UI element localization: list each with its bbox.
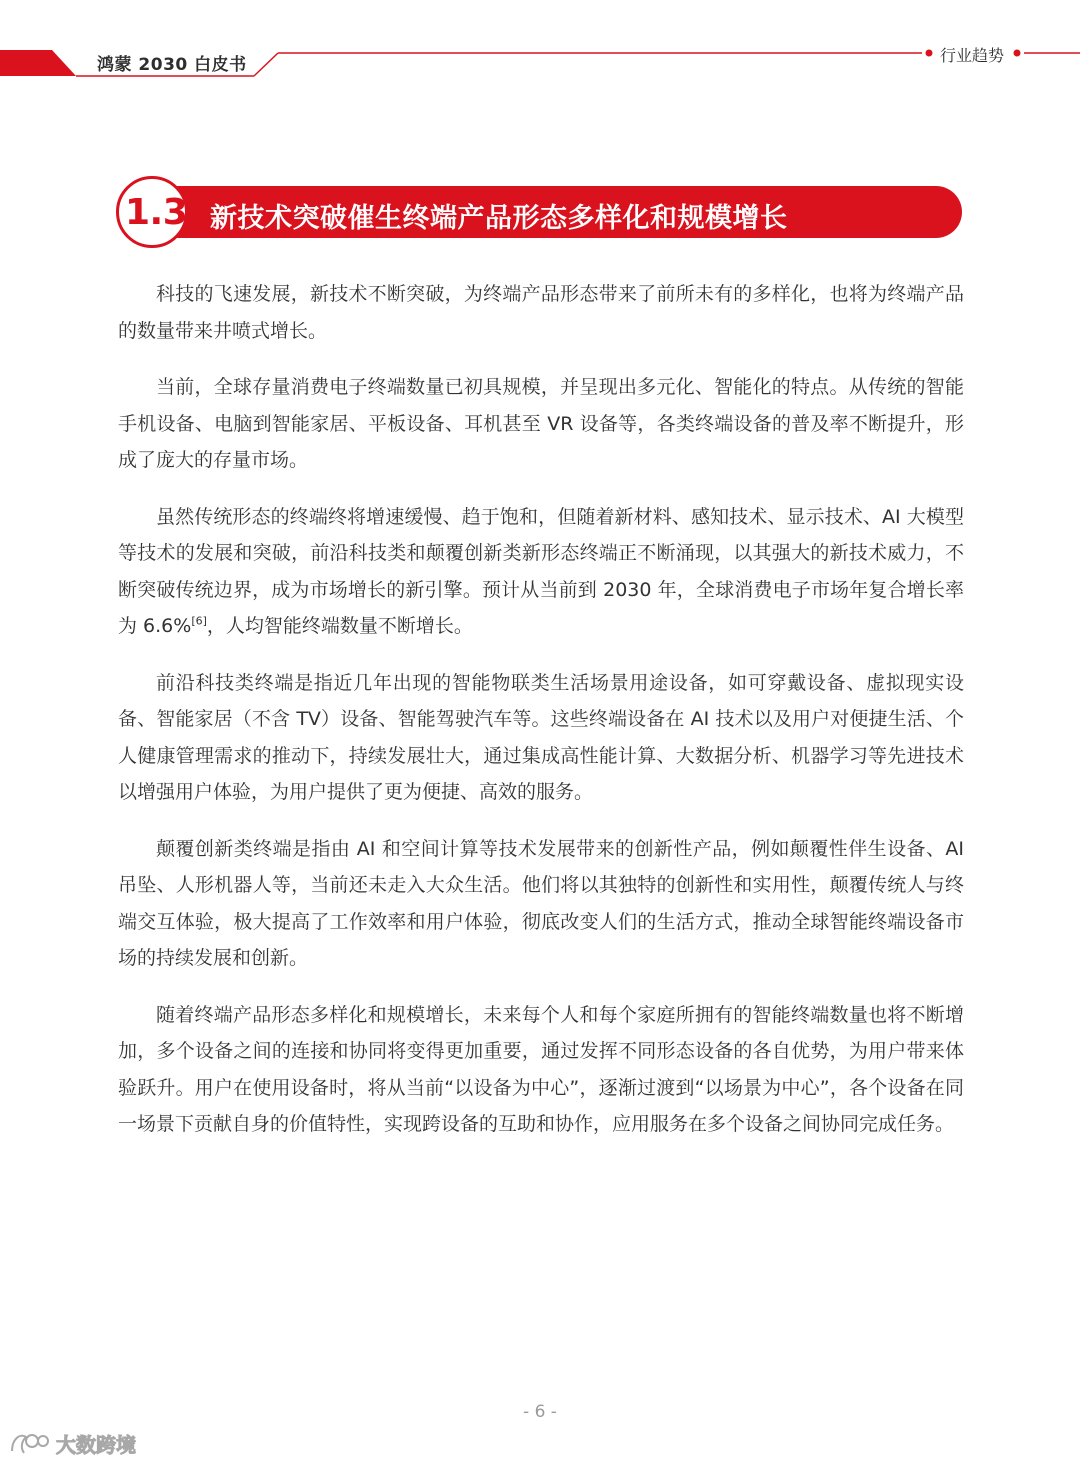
header-red-tab [0,50,76,76]
page-header [0,0,1080,90]
watermark [8,1428,136,1458]
paragraph: 前沿科技类终端是指近几年出现的智能物联类生活场景用途设备，如可穿戴设备、虚拟现实设备、智能家居（不含 TV）设备、智能驾驶汽车等。这些终端设备在 AI 技术以及用户对便捷生活、个人健康管理需求的推动下，持续发展壮大，通过集成高性能计算、大数据分析、机器学习等先进技术以增强用户体验，为用户提供了更为便捷、高效的服务。 [118,671,964,803]
paragraph: 随着终端产品形态多样化和规模增长，未来每个人和每个家庭所拥有的智能终端数量也将不断增加，多个设备之间的连接和协同将变得更加重要，通过发挥不同形态设备的各自优势，为用户带来体验跃升。用户在使用设备时，将从当前“以设备为中心”，逐渐过渡到“以场景为中心”，各个设备在同一场景下贡献自身的价值特性，实现跨设备的互助和协作，应用服务在多个设备之间协同完成任务。 [118,1003,964,1135]
paragraph [118,499,964,645]
header-dot-right [1014,50,1021,57]
section-number: 1.3 [125,192,188,233]
paragraph-text: 虽然传统形态的终端终将增速缓慢、趋于饱和，但随着新材料、感知技术、显示技术、AI 大模型等技术的发展和突破，前沿科技类和颠覆创新类新形态终端正不断涌现，以其强大的新技术威力，不断突破传统边界，成为市场增长的新引擎。预计从当前到 2030 年，全球消费电子市场年复合增长率为 6.6% [118,505,964,637]
watermark-text: 大数跨境 [56,1432,136,1457]
header-decoration [0,0,1080,90]
paragraph: 科技的飞速发展，新技术不断突破，为终端产品形态带来了前所未有的多样化，也将为终端产品的数量带来井喷式增长。 [118,283,964,342]
chapter-title: 行业趋势 [939,46,1004,65]
header-slant [254,53,278,76]
paragraph: 当前，全球存量消费电子终端数量已初具规模，并呈现出多元化、智能化的特点。从传统的智能手机设备、电脑到智能家居、平板设备、耳机甚至 VR 设备等，各类终端设备的普及率不断提升，形成了庞大的存量市场。 [118,376,964,471]
watermark-logo-icon [8,1429,50,1457]
header-dot-left [926,50,933,57]
page-number: - 6 - [523,1402,557,1422]
paragraph-text: ，人均智能终端数量不断增长。 [206,615,473,637]
paragraph: 颠覆创新类终端是指由 AI 和空间计算等技术发展带来的创新性产品，例如颠覆性伴生设备、AI 吊坠、人形机器人等，当前还未走入大众生活。他们将以其独特的创新性和实用性，颠覆传统人与终端交互体验，极大提高了工作效率和用户体验，彻底改变人们的生活方式，推动全球智能终端设备市场的持续发展和创新。 [118,837,964,969]
section-number-badge [116,176,188,248]
citation-reference[interactable]: [6] [191,614,207,628]
section-heading [116,176,962,248]
document-title: 鸿蒙 2030 白皮书 [97,55,247,75]
section-title: 新技术突破催生终端产品形态多样化和规模增长 [210,203,788,234]
body-text [118,276,964,1163]
